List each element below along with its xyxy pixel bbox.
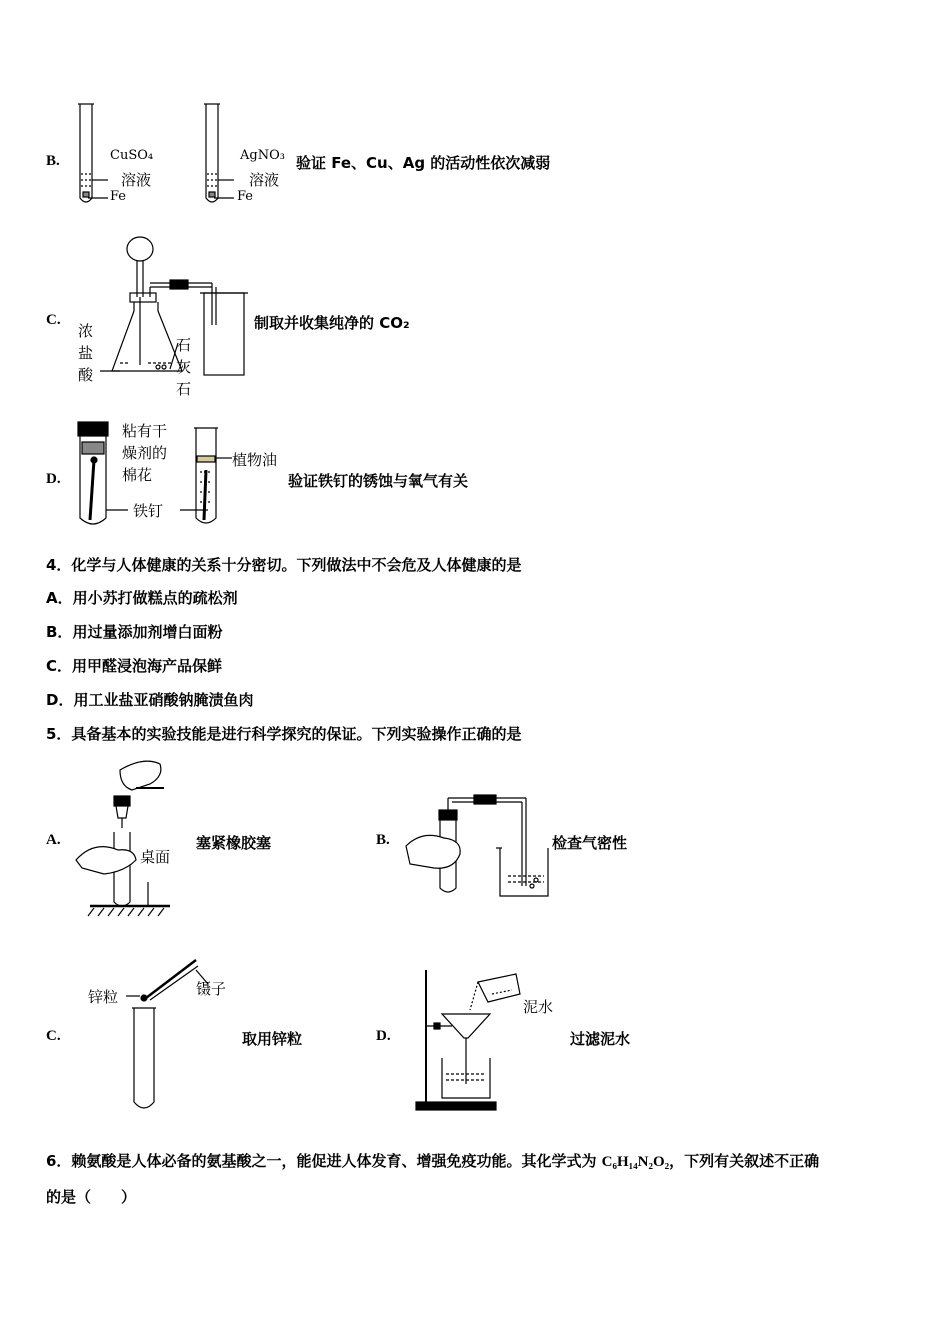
limestone-label: 石灰石 xyxy=(176,336,192,398)
option-letter: B． xyxy=(46,623,73,641)
q5-option-b-label: B. xyxy=(376,832,390,848)
q5-option-c-label: C. xyxy=(46,1028,61,1044)
solution-label-1: 溶液 xyxy=(121,171,152,189)
option-text: 用过量添加剂增白面粉 xyxy=(72,623,223,641)
co2-generator-diagram xyxy=(100,233,250,383)
q4-option-b xyxy=(46,621,222,642)
q3-option-b-label: B. xyxy=(46,153,60,169)
lysine-formula: C₆H₁₄N₂O₂ xyxy=(601,1154,670,1170)
stopper-insertion-diagram xyxy=(74,756,184,916)
cotton-label-line1: 粘有干 xyxy=(122,422,168,440)
q3-option-c-label: C. xyxy=(46,312,61,328)
q5-option-a-label: A. xyxy=(46,832,61,848)
cotton-label-line3: 棉花 xyxy=(122,466,153,484)
q6-stem-line1 xyxy=(46,1150,819,1171)
solution-label-2: 溶液 xyxy=(249,171,280,189)
option-letter: A． xyxy=(46,589,73,607)
desk-label: 桌面 xyxy=(140,848,171,866)
q3-option-d-caption: 验证铁钉的锈蚀与氧气有关 xyxy=(288,472,469,490)
option-text: 用甲醛浸泡海产品保鲜 xyxy=(72,657,223,675)
q3-option-c-caption: 制取并收集纯净的 CO₂ xyxy=(254,314,410,332)
fe-label-2: Fe xyxy=(237,189,254,204)
q6-stem-line2: 的是（ ） xyxy=(46,1188,137,1206)
q5-option-d-label: D. xyxy=(376,1028,391,1044)
agno3-label: AgNO₃ xyxy=(240,148,285,163)
q5-option-d-caption: 过滤泥水 xyxy=(570,1030,631,1048)
fe-label-1: Fe xyxy=(110,189,127,204)
cuso4-label: CuSO₄ xyxy=(110,148,154,163)
q6-stem-text: 6．赖氨酸是人体必备的氨基酸之一，能促进人体发育、增强免疫功能。其化学式为 xyxy=(46,1152,602,1170)
vegetable-oil-label: 植物油 xyxy=(232,451,278,469)
q4-option-c xyxy=(46,655,222,676)
q6-stem-text-end: ，下列有关叙述不正确 xyxy=(669,1152,820,1170)
cotton-label-line2: 燥剂的 xyxy=(122,444,168,462)
q5-stem: 5．具备基本的实验技能是进行科学探究的保证。下列实验操作正确的是 xyxy=(46,725,522,743)
option-text: 用工业盐亚硝酸钠腌渍鱼肉 xyxy=(73,691,254,709)
q4-option-a xyxy=(46,587,238,608)
q3-option-b-caption: 验证 Fe、Cu、Ag 的活动性依次减弱 xyxy=(296,154,551,172)
option-letter: C． xyxy=(46,657,73,675)
filtration-diagram xyxy=(412,966,532,1116)
q4-stem: 4．化学与人体健康的关系十分密切。下列做法中不会危及人体健康的是 xyxy=(46,556,522,574)
q5-option-c-caption: 取用锌粒 xyxy=(242,1030,303,1048)
q3-option-d-label: D. xyxy=(46,471,61,487)
q5-option-b-caption: 检查气密性 xyxy=(552,834,628,852)
airtightness-check-diagram xyxy=(404,794,554,904)
tweezers-label: 镊子 xyxy=(196,980,227,998)
option-letter: D． xyxy=(46,691,74,709)
option-text: 用小苏打做糕点的疏松剂 xyxy=(72,589,238,607)
concentrated-hcl-label: 浓盐酸 xyxy=(78,322,94,384)
q4-option-d xyxy=(46,689,253,710)
zinc-label: 锌粒 xyxy=(88,988,119,1006)
muddy-water-label: 泥水 xyxy=(523,998,554,1016)
q5-option-a-caption: 塞紧橡胶塞 xyxy=(196,834,272,852)
iron-nail-label: 铁钉 xyxy=(133,502,164,520)
